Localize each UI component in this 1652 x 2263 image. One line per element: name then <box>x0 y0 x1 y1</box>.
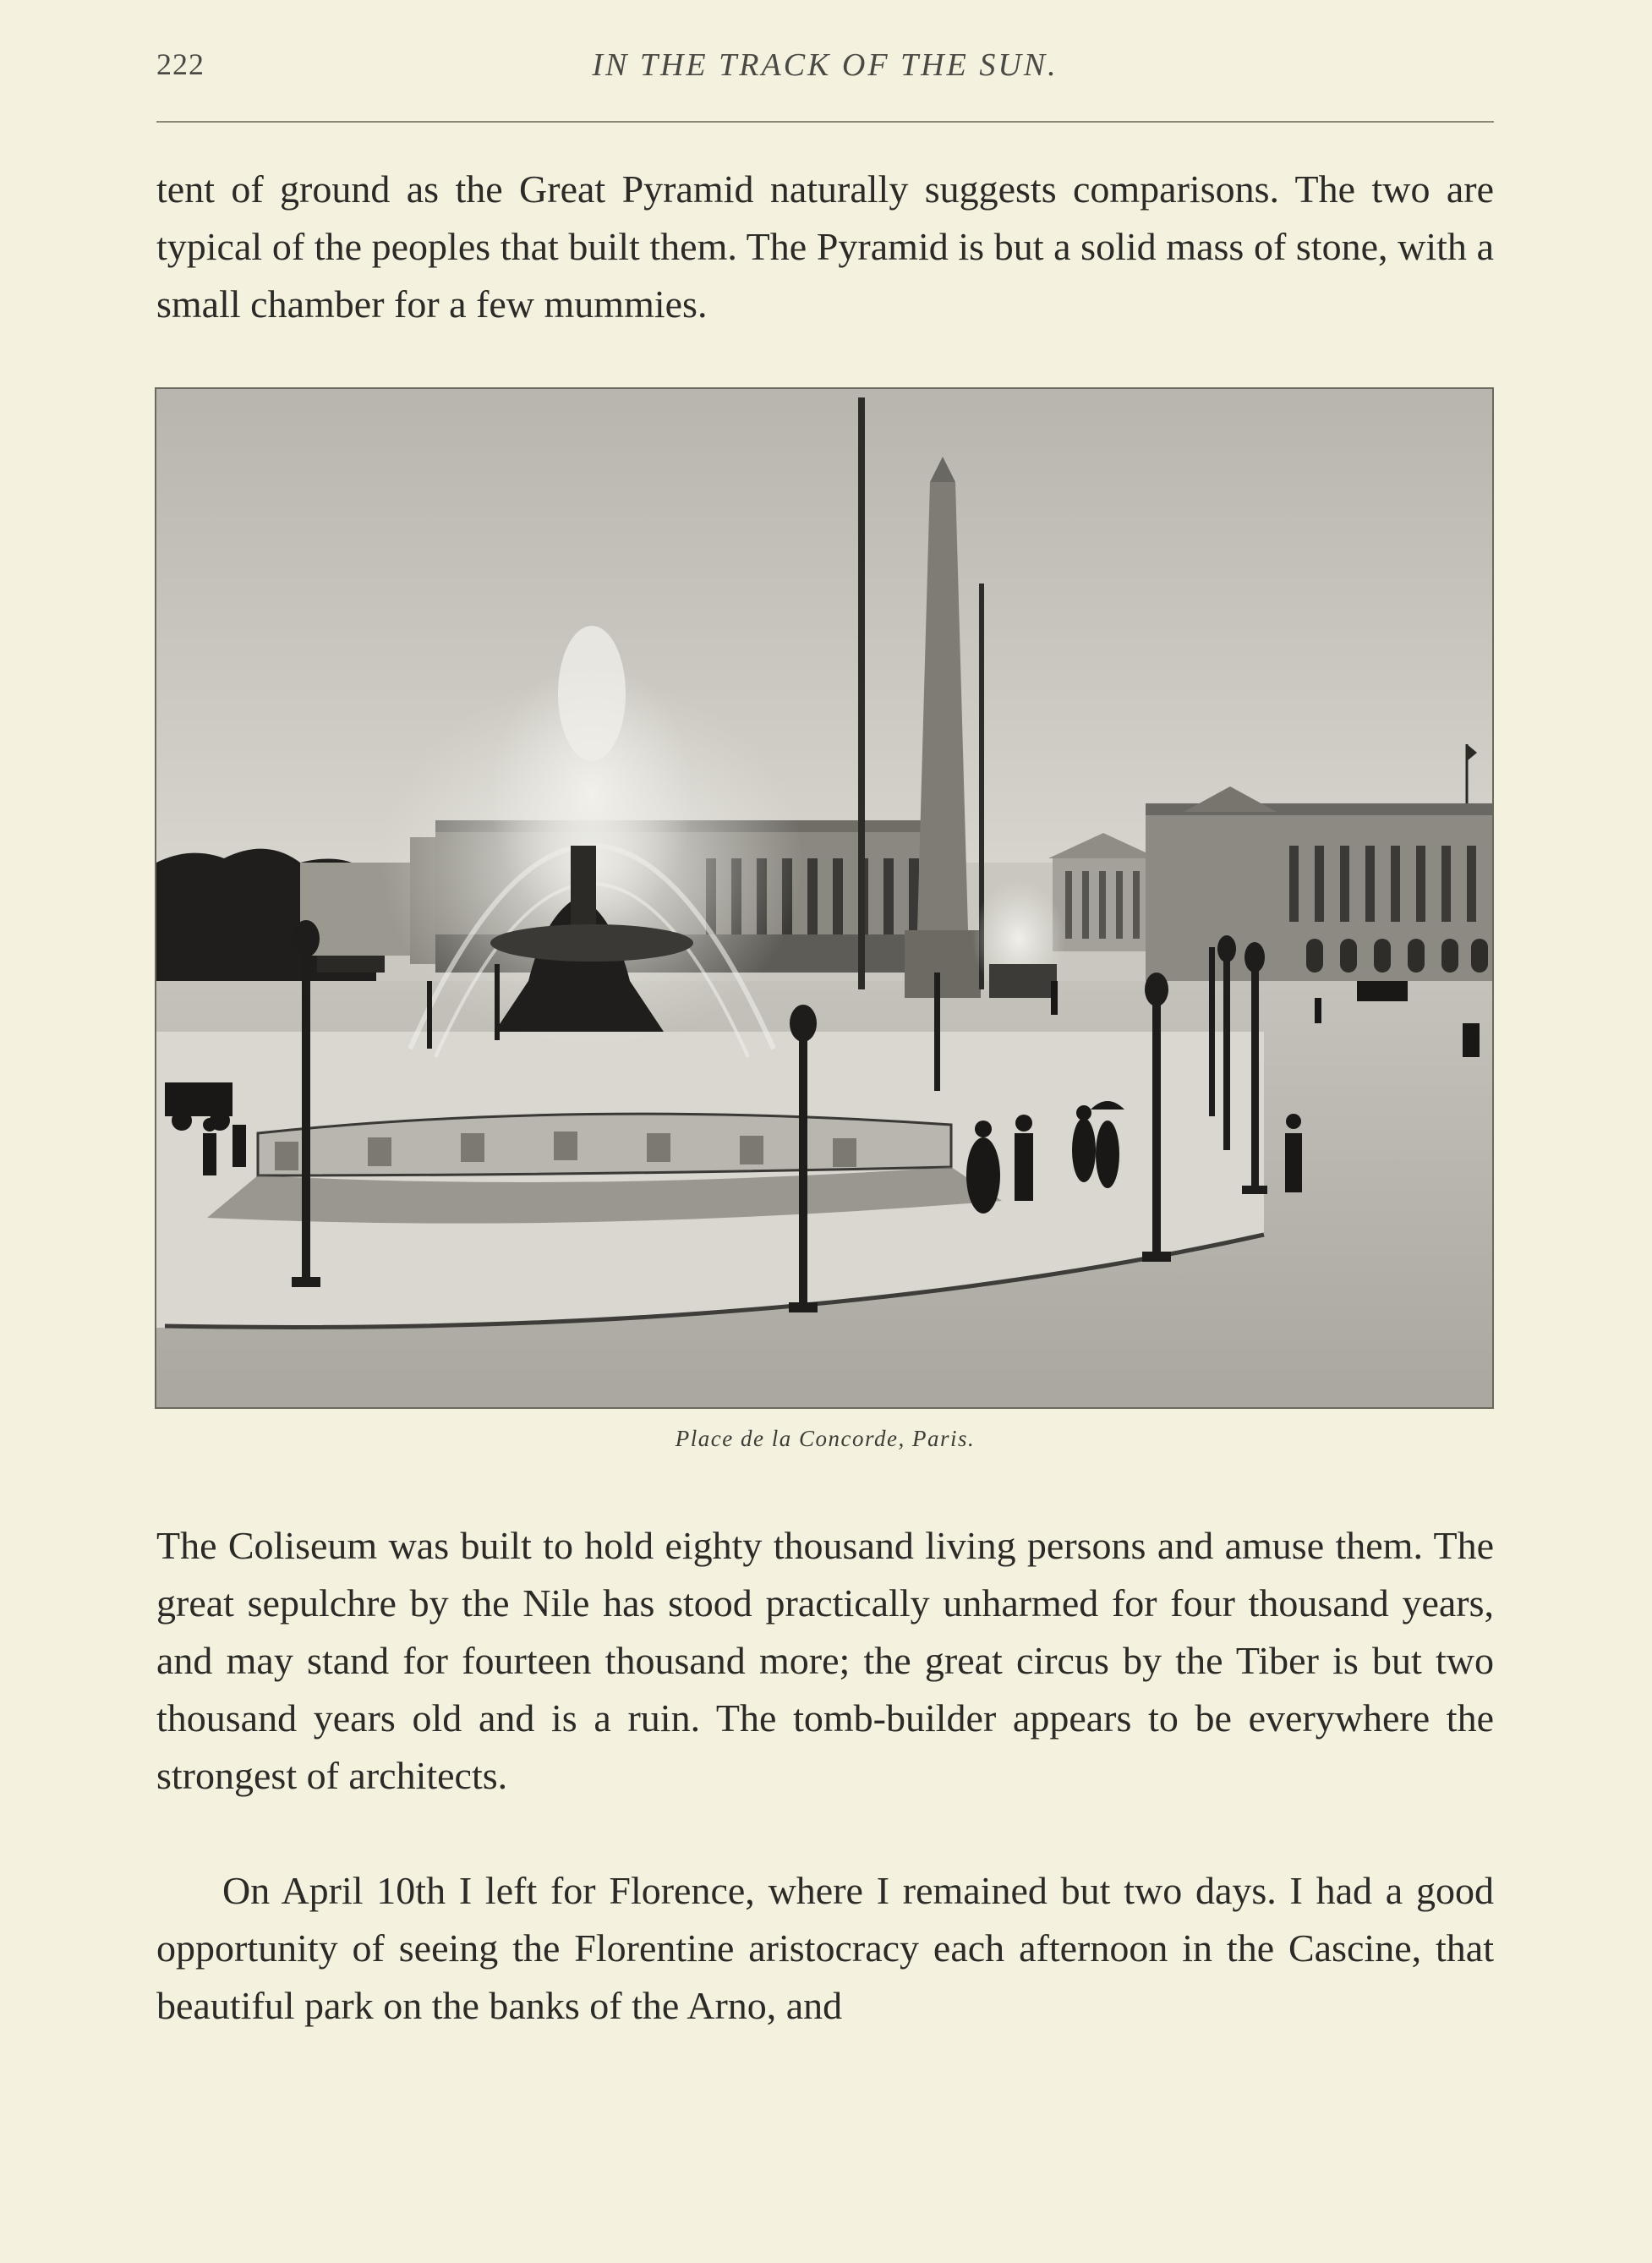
header-rule <box>156 121 1494 123</box>
running-head <box>156 47 1494 97</box>
figure-caption: Place de la Concorde, Paris. <box>675 1426 976 1451</box>
paragraph-3: On April 10th I left for Florence, where I remained but two days. I had a good opportunity of seeing the Florentine aristocracy each afternoon in the Cascine, that beautiful park on the banks of the Arno, and <box>156 1869 1494 2027</box>
photograph-place-de-la-concorde <box>155 387 1494 1409</box>
paragraph-2: The Coliseum was built to hold eighty thousand living persons and amuse them. The great sepulchre by the Nile has stood practically unharmed for four thousand years, and may stand for fourteen thousand more; the great circus by the Tiber is but two thousand years old and is a ruin. The tomb-builder appears to be everywhere the strongest of architects. <box>156 1524 1494 1797</box>
running-title: IN THE TRACK OF THE SUN. <box>592 47 1058 83</box>
page-number: 222 <box>156 47 205 81</box>
paragraph-1: tent of ground as the Great Pyramid naturally suggests comparisons. The two are typical of the peoples that built them. The Pyramid is but a solid mass of stone, with a small chamber for a few mummies. <box>156 167 1494 326</box>
